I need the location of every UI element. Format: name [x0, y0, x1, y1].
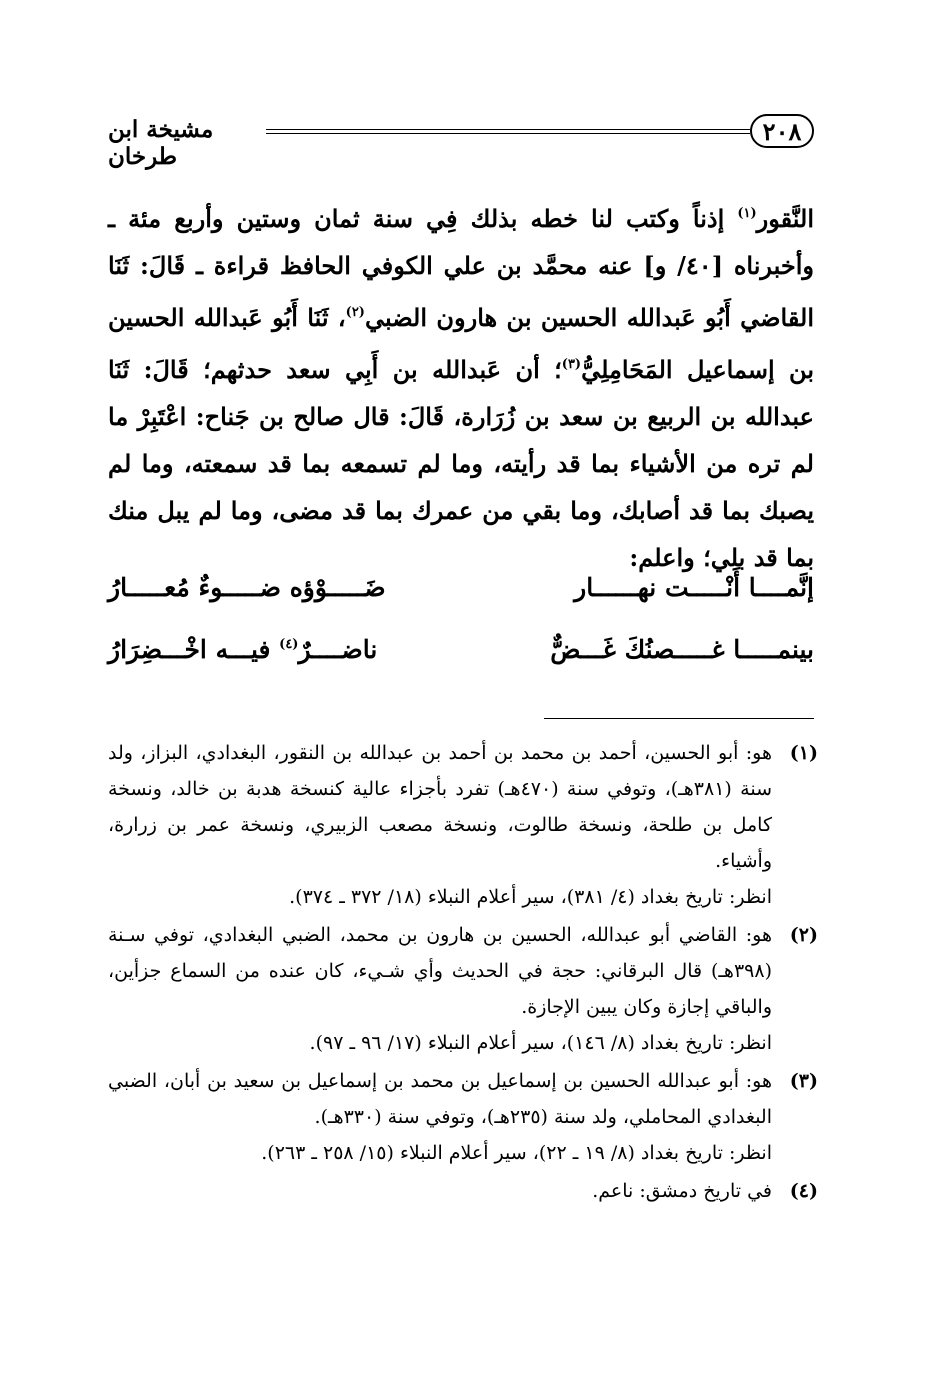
- page-number-badge: ٢٠٨: [750, 114, 814, 148]
- footnote-reference: انظر: تاريخ بغداد (٨/ ١٩ ـ ٢٢)، سير أعلام النبلاء (١٥/ ٢٥٨ ـ ٢٦٣).: [261, 1142, 772, 1164]
- footnote-item: [108, 917, 818, 1061]
- footnote-reference: انظر: تاريخ بغداد (٤/ ٣٨١)، سير أعلام النبلاء (١٨/ ٣٧٢ ـ ٣٧٤).: [289, 886, 772, 908]
- poem-hemistich-first: بينمـــــا غـــــصنُكَ غَـــضٌّ: [550, 635, 814, 664]
- page-header: [108, 110, 814, 170]
- footnote-reference: انظر: تاريخ بغداد (٨/ ١٤٦)، سير أعلام النبلاء (١٧/ ٩٦ ـ ٩٧).: [309, 1032, 772, 1054]
- footnote-number: (١): [789, 742, 818, 764]
- footnote-number: (٢): [789, 924, 818, 946]
- body-text-part: إذناً وكتب لنا خطه بذلك فِي سنة ثمان وستين وأربع مئة ـ وأخبرناه [٤٠/ و] عنه محمَّد بن علي الكوفي الحافظ قراءة ـ قَالَ: ثَنَا القاضي أَبُو عَبدالله الحسين بن هارون الضبي: [108, 204, 815, 332]
- poem-text-part: فيـــه اخْـــضِرَارُ: [108, 635, 280, 664]
- footnote-text: هو: أبو عبدالله الحسين بن إسماعيل بن محمد بن إسماعيل بن سعيد بن أبان، الضبي البغدادي المحاملي، ولد سنة (٢٣٥هـ)، وتوفي سنة (٣٣٠هـ).: [108, 1070, 772, 1128]
- footnote-text: هو: القاضي أبو عبدالله، الحسين بن هارون بن محمد، الضبي البغدادي، توفي سـنة (٣٩٨هـ) قال البرقاني: حجة في الحديث وأي شـيء، كان عنده من السماع جزأين، والباقي إجازة وكان يبين الإجازة.: [108, 924, 772, 1018]
- main-text: [108, 190, 814, 581]
- poem: [108, 573, 814, 697]
- footnote-marker: (١): [737, 206, 757, 221]
- footnote-item: [108, 1063, 818, 1171]
- poem-text-part: ناضــــرٌ: [298, 635, 378, 664]
- footnote-item: [108, 1173, 818, 1209]
- footnote-number: (٤): [789, 1180, 818, 1202]
- footnotes: [108, 735, 818, 1211]
- poem-hemistich-first: إنَّمــــا أَنْـــــت نهــــــار: [574, 573, 814, 602]
- poem-hemistich-second: [108, 635, 438, 664]
- footnote-text: هو: أبو الحسين، أحمد بن محمد بن أحمد بن عبدالله بن النقور، البغدادي، البزاز، ولد سنة (٣٨١هـ)، وتوفي سنة (٤٧٠هـ) تفرد بأجزاء عالية كنسخة هدبة بن خالد، ونسخة كامل بن طلحة، ونسخة طالوت، ونسخة مصعب الزبيري، ونسخة عمر بن زرارة، وأشياء.: [108, 742, 772, 872]
- running-title: مشيخة ابن طرخان: [108, 116, 214, 170]
- footnote-marker: (٤): [279, 637, 299, 652]
- body-text-part: ؛ أن عَبدالله بن أَبِي سعد حدثهم؛ قَالَ: ثَنَا عبدالله بن الربيع بن سعد بن زُرَارة، قَالَ: قال صالح بن جَناح: اعْتَبِرْ ما لم تره من الأشياء بما قد رأيته، وما لم تسمعه بما قد سمعته، وما لم يصبك بما قد أصابك، وما بقي من عمرك بما قد مضى، وما لم يبل منك بما قد بلي؛ واعلم:: [108, 355, 814, 572]
- poem-hemistich-second: ضَـــــوْؤه ضـــــوءٌ مُعـــــارُ: [108, 573, 386, 602]
- footnote-text: في تاريخ دمشق: ناعم.: [592, 1180, 772, 1202]
- body-text-part: ، ثَنَا أَبُو عَبدالله الحسين بن إسماعيل المَحَامِلِيُّ: [108, 303, 814, 384]
- header-rule: [266, 129, 750, 134]
- footnote-number: (٣): [789, 1070, 818, 1092]
- footnote-item: [108, 735, 818, 915]
- body-text-part: النَّقور: [756, 204, 814, 233]
- poem-line: [108, 635, 814, 697]
- footnote-marker: (٢): [345, 305, 365, 320]
- footnote-separator: [544, 718, 814, 719]
- footnote-marker: (٣): [561, 357, 582, 372]
- poem-line: [108, 573, 814, 635]
